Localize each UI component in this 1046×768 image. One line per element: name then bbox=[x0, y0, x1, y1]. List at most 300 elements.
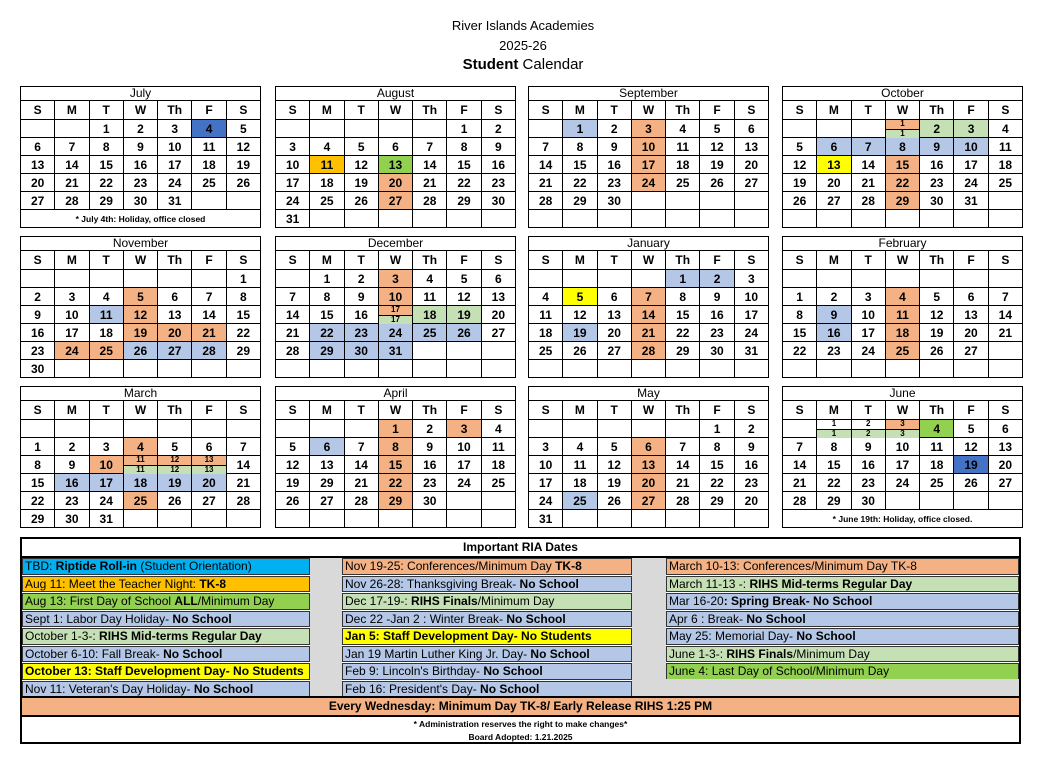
split-day-top: 1 bbox=[817, 420, 850, 429]
empty-cell bbox=[954, 270, 988, 288]
school-year: 2025-26 bbox=[499, 38, 547, 53]
day-cell: 5 bbox=[563, 288, 597, 306]
day-cell: 15 bbox=[226, 306, 260, 324]
empty-cell bbox=[597, 420, 631, 438]
day-cell: 19 bbox=[447, 306, 481, 324]
day-cell bbox=[817, 420, 851, 438]
day-cell: 13 bbox=[158, 306, 192, 324]
day-cell: 23 bbox=[55, 492, 89, 510]
legend-item-text: No School bbox=[193, 681, 254, 696]
day-cell: 14 bbox=[413, 156, 447, 174]
legend-item-text: Jan 5: Staff Development Day- No Students bbox=[345, 629, 592, 643]
legend-column-2 bbox=[342, 558, 632, 698]
empty-cell bbox=[631, 360, 665, 378]
empty-cell bbox=[55, 120, 89, 138]
day-cell: 5 bbox=[783, 138, 817, 156]
weekday-header: F bbox=[447, 401, 481, 420]
empty-cell bbox=[447, 210, 481, 228]
empty-cell bbox=[344, 360, 378, 378]
weekday-header: S bbox=[481, 101, 515, 120]
empty-cell bbox=[529, 420, 563, 438]
day-cell: 22 bbox=[817, 474, 851, 492]
day-cell: 2 bbox=[734, 420, 768, 438]
legend-item-text: No School bbox=[796, 629, 856, 643]
legend-item-text: Aug 13: First Day of School bbox=[25, 594, 175, 608]
day-cell: 26 bbox=[920, 342, 954, 360]
legend-item bbox=[22, 593, 310, 610]
day-cell: 3 bbox=[276, 138, 310, 156]
weekday-header: F bbox=[192, 251, 226, 270]
day-cell: 25 bbox=[89, 342, 123, 360]
empty-cell bbox=[21, 120, 55, 138]
month-march bbox=[20, 386, 261, 528]
weekday-header: S bbox=[988, 101, 1022, 120]
legend-item bbox=[666, 593, 1019, 610]
day-cell: 30 bbox=[21, 360, 55, 378]
empty-cell bbox=[226, 360, 260, 378]
day-cell: 14 bbox=[851, 156, 885, 174]
day-cell bbox=[378, 306, 412, 324]
weekday-header: T bbox=[344, 401, 378, 420]
empty-cell bbox=[55, 420, 89, 438]
weekday-header: S bbox=[529, 101, 563, 120]
day-cell: 24 bbox=[954, 174, 988, 192]
day-cell: 9 bbox=[817, 306, 851, 324]
legend-column-3 bbox=[666, 558, 1019, 681]
day-cell: 14 bbox=[276, 306, 310, 324]
weekday-header: S bbox=[783, 401, 817, 420]
day-cell: 11 bbox=[988, 138, 1022, 156]
day-cell: 15 bbox=[89, 156, 123, 174]
empty-cell bbox=[631, 420, 665, 438]
day-cell: 2 bbox=[920, 120, 954, 138]
weekday-header: T bbox=[851, 401, 885, 420]
day-cell: 29 bbox=[378, 492, 412, 510]
day-cell: 1 bbox=[666, 270, 700, 288]
day-cell: 4 bbox=[920, 420, 954, 438]
day-cell: 10 bbox=[89, 456, 123, 474]
weekday-header: T bbox=[597, 251, 631, 270]
day-cell: 19 bbox=[700, 156, 734, 174]
day-cell: 17 bbox=[631, 156, 665, 174]
day-cell: 16 bbox=[413, 456, 447, 474]
weekday-header: T bbox=[89, 401, 123, 420]
day-cell: 29 bbox=[89, 192, 123, 210]
empty-cell bbox=[226, 510, 260, 528]
day-cell: 24 bbox=[734, 324, 768, 342]
day-cell: 9 bbox=[481, 138, 515, 156]
empty-cell bbox=[413, 210, 447, 228]
day-cell: 29 bbox=[563, 192, 597, 210]
day-cell: 16 bbox=[55, 474, 89, 492]
weekday-header: Th bbox=[666, 401, 700, 420]
legend-item bbox=[666, 611, 1019, 628]
weekday-header: T bbox=[89, 101, 123, 120]
weekday-header: T bbox=[344, 101, 378, 120]
empty-cell bbox=[89, 360, 123, 378]
legend-item bbox=[22, 663, 310, 680]
day-cell bbox=[192, 456, 226, 474]
weekday-header: S bbox=[734, 401, 768, 420]
day-cell: 14 bbox=[192, 306, 226, 324]
empty-cell bbox=[123, 270, 157, 288]
legend-item-text: No School bbox=[163, 646, 223, 661]
day-cell: 17 bbox=[851, 324, 885, 342]
legend-item-text: Apr 6 : Break- bbox=[669, 611, 747, 626]
empty-cell bbox=[447, 342, 481, 360]
day-cell: 13 bbox=[597, 306, 631, 324]
empty-cell bbox=[631, 210, 665, 228]
weekday-header: S bbox=[529, 251, 563, 270]
weekday-header: M bbox=[563, 101, 597, 120]
day-cell: 2 bbox=[344, 270, 378, 288]
weekday-header: W bbox=[631, 251, 665, 270]
day-cell: 19 bbox=[954, 456, 988, 474]
empty-cell bbox=[666, 510, 700, 528]
day-cell: 30 bbox=[851, 492, 885, 510]
day-cell: 15 bbox=[378, 456, 412, 474]
month-title: July bbox=[21, 87, 261, 101]
day-cell: 23 bbox=[920, 174, 954, 192]
day-cell: 27 bbox=[954, 342, 988, 360]
day-cell: 11 bbox=[192, 138, 226, 156]
day-cell: 10 bbox=[158, 138, 192, 156]
day-cell: 17 bbox=[734, 306, 768, 324]
day-cell: 20 bbox=[988, 456, 1022, 474]
legend-divider bbox=[632, 558, 666, 696]
empty-cell bbox=[447, 510, 481, 528]
empty-cell bbox=[158, 420, 192, 438]
legend-item bbox=[666, 646, 1019, 663]
day-cell: 28 bbox=[226, 492, 260, 510]
day-cell: 13 bbox=[734, 138, 768, 156]
day-cell: 18 bbox=[89, 324, 123, 342]
day-cell: 27 bbox=[378, 192, 412, 210]
legend-item bbox=[666, 576, 1019, 593]
legend-item-text: RIHS Finals bbox=[726, 646, 794, 661]
day-cell: 23 bbox=[851, 474, 885, 492]
day-cell: 20 bbox=[597, 324, 631, 342]
day-cell: 23 bbox=[700, 324, 734, 342]
day-cell: 4 bbox=[885, 288, 919, 306]
empty-cell bbox=[631, 270, 665, 288]
day-cell: 18 bbox=[920, 456, 954, 474]
weekday-header: F bbox=[447, 101, 481, 120]
weekday-header: Th bbox=[920, 251, 954, 270]
day-cell: 6 bbox=[988, 420, 1022, 438]
weekday-header: W bbox=[631, 101, 665, 120]
day-cell: 20 bbox=[378, 174, 412, 192]
day-cell: 6 bbox=[954, 288, 988, 306]
day-cell: 9 bbox=[413, 438, 447, 456]
empty-cell bbox=[344, 420, 378, 438]
legend-item-text: October 13: Staff Development Day- No Students bbox=[25, 664, 304, 678]
day-cell: 7 bbox=[783, 438, 817, 456]
day-cell: 11 bbox=[89, 306, 123, 324]
day-cell: 9 bbox=[597, 138, 631, 156]
legend-item bbox=[22, 646, 310, 663]
day-cell: 28 bbox=[666, 492, 700, 510]
empty-cell bbox=[885, 270, 919, 288]
day-cell: 6 bbox=[481, 270, 515, 288]
day-cell: 25 bbox=[563, 492, 597, 510]
empty-cell bbox=[988, 342, 1022, 360]
empty-cell bbox=[631, 192, 665, 210]
weekday-header: T bbox=[851, 251, 885, 270]
empty-cell bbox=[920, 210, 954, 228]
legend-item-text: No School bbox=[480, 681, 540, 696]
day-cell: 5 bbox=[276, 438, 310, 456]
split-day-top: 12 bbox=[158, 456, 191, 465]
day-cell: 30 bbox=[413, 492, 447, 510]
day-cell: 20 bbox=[954, 324, 988, 342]
day-cell: 20 bbox=[481, 306, 515, 324]
day-cell: 12 bbox=[563, 306, 597, 324]
legend-item-text: No School bbox=[746, 611, 806, 626]
empty-cell bbox=[817, 360, 851, 378]
day-cell: 5 bbox=[954, 420, 988, 438]
day-cell: 26 bbox=[700, 174, 734, 192]
weekday-header: S bbox=[276, 251, 310, 270]
day-cell: 19 bbox=[344, 174, 378, 192]
empty-cell bbox=[817, 210, 851, 228]
day-cell: 22 bbox=[310, 324, 344, 342]
split-day-top: 11 bbox=[124, 456, 157, 465]
empty-cell bbox=[666, 192, 700, 210]
empty-cell bbox=[413, 360, 447, 378]
empty-cell bbox=[378, 120, 412, 138]
day-cell: 9 bbox=[55, 456, 89, 474]
weekday-header: M bbox=[817, 251, 851, 270]
legend-item bbox=[342, 558, 632, 575]
month-title: April bbox=[276, 387, 516, 401]
legend-item-text: No School bbox=[172, 611, 232, 626]
day-cell: 24 bbox=[851, 342, 885, 360]
day-cell: 15 bbox=[21, 474, 55, 492]
empty-cell bbox=[481, 510, 515, 528]
weekday-header: T bbox=[344, 251, 378, 270]
empty-cell bbox=[344, 120, 378, 138]
empty-cell bbox=[529, 360, 563, 378]
legend-item-text: Dec 17-19-: bbox=[345, 594, 412, 608]
day-cell: 11 bbox=[481, 438, 515, 456]
day-cell: 29 bbox=[447, 192, 481, 210]
day-cell: 16 bbox=[700, 306, 734, 324]
empty-cell bbox=[447, 492, 481, 510]
day-cell: 7 bbox=[413, 138, 447, 156]
weekday-header: F bbox=[192, 401, 226, 420]
day-cell: 8 bbox=[226, 288, 260, 306]
day-cell: 17 bbox=[55, 324, 89, 342]
day-cell: 4 bbox=[192, 120, 226, 138]
day-cell: 18 bbox=[310, 174, 344, 192]
weekday-header: S bbox=[226, 251, 260, 270]
day-cell: 7 bbox=[192, 288, 226, 306]
legend-item-text: (Student Orientation) bbox=[137, 559, 252, 573]
day-cell: 30 bbox=[123, 192, 157, 210]
day-cell: 13 bbox=[310, 456, 344, 474]
empty-cell bbox=[734, 210, 768, 228]
empty-cell bbox=[597, 210, 631, 228]
day-cell: 29 bbox=[817, 492, 851, 510]
day-cell: 8 bbox=[563, 138, 597, 156]
empty-cell bbox=[954, 210, 988, 228]
day-cell: 28 bbox=[529, 192, 563, 210]
legend-item-text: RIHS Finals bbox=[411, 594, 478, 608]
empty-cell bbox=[666, 210, 700, 228]
day-cell: 24 bbox=[885, 474, 919, 492]
day-cell: 19 bbox=[123, 324, 157, 342]
day-cell: 19 bbox=[920, 324, 954, 342]
day-cell: 10 bbox=[55, 306, 89, 324]
legend-item-text: No School bbox=[483, 664, 543, 678]
day-cell: 25 bbox=[666, 174, 700, 192]
day-cell: 14 bbox=[344, 456, 378, 474]
day-cell: 21 bbox=[851, 174, 885, 192]
legend-item-text: Mar 16-20 bbox=[669, 594, 724, 608]
legend-item-text: June 4: Last Day of School/Minimum Day bbox=[669, 664, 890, 678]
day-cell: 15 bbox=[817, 456, 851, 474]
empty-cell bbox=[158, 360, 192, 378]
day-cell: 30 bbox=[920, 192, 954, 210]
empty-cell bbox=[344, 210, 378, 228]
empty-cell bbox=[529, 120, 563, 138]
day-cell: 25 bbox=[920, 474, 954, 492]
empty-cell bbox=[123, 360, 157, 378]
legend-item-text: March 10-13: Conferences/Minimum Day TK-8 bbox=[669, 559, 917, 573]
day-cell: 25 bbox=[885, 342, 919, 360]
day-cell: 23 bbox=[344, 324, 378, 342]
day-cell: 18 bbox=[666, 156, 700, 174]
weekday-header: M bbox=[563, 401, 597, 420]
month-title: December bbox=[276, 237, 516, 251]
legend-item-text: RIHS Mid-terms Regular Day bbox=[99, 629, 262, 643]
weekday-header: S bbox=[988, 401, 1022, 420]
day-cell: 28 bbox=[413, 192, 447, 210]
day-cell: 9 bbox=[851, 438, 885, 456]
empty-cell bbox=[276, 270, 310, 288]
weekday-header: F bbox=[954, 251, 988, 270]
day-cell: 22 bbox=[563, 174, 597, 192]
weekday-header: W bbox=[123, 251, 157, 270]
legend-item-text: ALL bbox=[174, 594, 198, 608]
split-day-bottom: 2 bbox=[852, 429, 885, 439]
day-cell: 20 bbox=[192, 474, 226, 492]
empty-cell bbox=[563, 420, 597, 438]
day-cell: 8 bbox=[310, 288, 344, 306]
day-cell: 12 bbox=[226, 138, 260, 156]
weekday-header: M bbox=[55, 251, 89, 270]
day-cell: 23 bbox=[597, 174, 631, 192]
day-cell: 16 bbox=[734, 456, 768, 474]
day-cell: 31 bbox=[954, 192, 988, 210]
empty-cell bbox=[597, 360, 631, 378]
legend-item-text: RIHS Mid-terms Regular Day bbox=[749, 576, 913, 591]
empty-cell bbox=[783, 210, 817, 228]
day-cell: 22 bbox=[700, 474, 734, 492]
day-cell: 3 bbox=[734, 270, 768, 288]
day-cell: 12 bbox=[700, 138, 734, 156]
month-june bbox=[782, 386, 1023, 528]
day-cell: 17 bbox=[447, 456, 481, 474]
day-cell: 20 bbox=[21, 174, 55, 192]
day-cell: 4 bbox=[123, 438, 157, 456]
day-cell: 18 bbox=[481, 456, 515, 474]
day-cell: 29 bbox=[666, 342, 700, 360]
day-cell: 27 bbox=[192, 492, 226, 510]
day-cell: 7 bbox=[344, 438, 378, 456]
day-cell: 24 bbox=[158, 174, 192, 192]
empty-cell bbox=[226, 192, 260, 210]
legend-item-text: October 6-10: Fall Break- bbox=[25, 646, 164, 661]
day-cell: 7 bbox=[851, 138, 885, 156]
empty-cell bbox=[123, 510, 157, 528]
day-cell: 28 bbox=[192, 342, 226, 360]
day-cell: 6 bbox=[734, 120, 768, 138]
day-cell: 5 bbox=[123, 288, 157, 306]
legend-item bbox=[342, 646, 632, 663]
legend-item-text: Sept 1: Labor Day Holiday- bbox=[25, 611, 173, 626]
weekday-header: S bbox=[226, 101, 260, 120]
empty-cell bbox=[988, 492, 1022, 510]
day-cell: 14 bbox=[666, 456, 700, 474]
day-cell: 29 bbox=[226, 342, 260, 360]
weekday-header: W bbox=[885, 401, 919, 420]
day-cell: 13 bbox=[817, 156, 851, 174]
day-cell: 14 bbox=[988, 306, 1022, 324]
weekday-header: F bbox=[700, 101, 734, 120]
day-cell: 17 bbox=[954, 156, 988, 174]
empty-cell bbox=[631, 510, 665, 528]
day-cell: 2 bbox=[597, 120, 631, 138]
split-day-bottom: 1 bbox=[817, 429, 850, 439]
day-cell: 24 bbox=[529, 492, 563, 510]
day-cell: 23 bbox=[817, 342, 851, 360]
legend-item bbox=[342, 593, 632, 610]
legend-item-text: /Minimum Day bbox=[197, 594, 275, 608]
month-august bbox=[275, 86, 516, 228]
empty-cell bbox=[123, 420, 157, 438]
day-cell: 22 bbox=[447, 174, 481, 192]
empty-cell bbox=[55, 270, 89, 288]
legend-item-text: June 1-3-: bbox=[669, 646, 727, 661]
day-cell: 13 bbox=[988, 438, 1022, 456]
weekday-header: W bbox=[885, 101, 919, 120]
empty-cell bbox=[597, 510, 631, 528]
weekday-header: W bbox=[123, 101, 157, 120]
weekday-header: Th bbox=[158, 401, 192, 420]
weekday-header: S bbox=[783, 251, 817, 270]
empty-cell bbox=[413, 342, 447, 360]
day-cell: 26 bbox=[276, 492, 310, 510]
weekday-header: M bbox=[55, 401, 89, 420]
month-title: October bbox=[783, 87, 1023, 101]
day-cell: 25 bbox=[192, 174, 226, 192]
day-cell: 17 bbox=[885, 456, 919, 474]
weekday-header: F bbox=[447, 251, 481, 270]
day-cell: 19 bbox=[597, 474, 631, 492]
day-cell: 10 bbox=[851, 306, 885, 324]
day-cell: 3 bbox=[158, 120, 192, 138]
day-cell: 3 bbox=[55, 288, 89, 306]
day-cell: 21 bbox=[631, 324, 665, 342]
day-cell: 27 bbox=[310, 492, 344, 510]
month-february bbox=[782, 236, 1023, 378]
empty-cell bbox=[481, 210, 515, 228]
board-adopted: Board Adopted: 1.21.2025 bbox=[468, 732, 573, 742]
legend-item-text: Nov 11: Veteran's Day Holiday- bbox=[25, 681, 194, 696]
day-cell: 27 bbox=[988, 474, 1022, 492]
